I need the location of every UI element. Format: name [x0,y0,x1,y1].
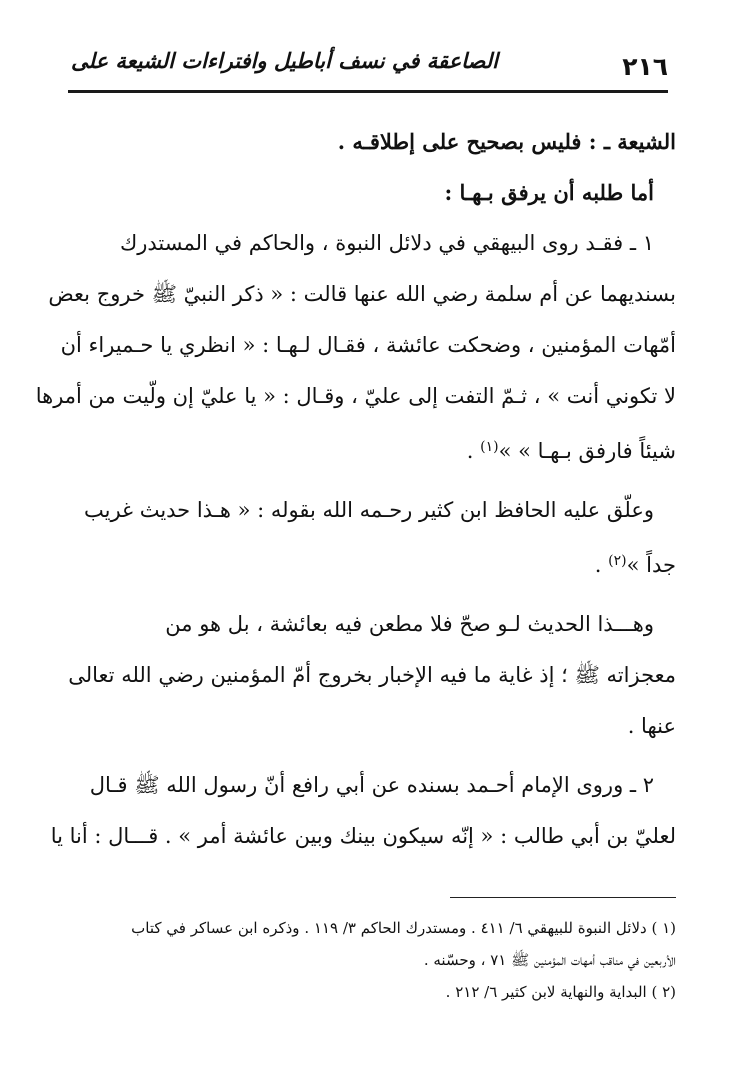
text-line: وعلّق عليه الحافظ ابن كثير رحـمه الله بقوله : « هـذا حديث غريب [83,498,654,522]
text-line: عنها . [627,714,676,738]
paragraph-gap [58,591,676,599]
footnote-line: (٢ ) البداية والنهاية لابن كثير ٦/ ٢١٢ . [445,983,676,1001]
text-line: الشيعة ـ : فليس بصحيح على إطلاقـه . [337,129,676,154]
text-line: أمّهات المؤمنين ، وضحكت عائشة ، فقـال لـهـا : « انظري يا حـميراء أن [60,333,676,357]
footnote-ref-1: (١) [480,439,499,455]
footnote-divider [450,897,676,898]
footnote-ref-2: (٢) [608,553,627,569]
text-line: وهـــذا الحديث لـو صحّ فلا مطعن فيه بعائشة ، بل هو من [165,612,654,636]
page-number: ٢١٦ [622,52,668,81]
main-text [35,116,676,862]
text-line: معجزاته ﷺ ؛ إذ غاية ما فيه الإخبار بخروج أمّ المؤمنين رضي الله تعالى [68,663,676,687]
paragraph-gap [58,752,676,760]
footnote-line: الأربعين في مناقب أمهات المؤمنين ﷺ ٧١ ، وحسّنه . [423,951,676,969]
footnote-line: (١ ) دلائل النبوة للبيهقي ٦/ ٤١١ . ومستدرك الحاكم ٣/ ١١٩ . وذكره ابن عساكر في كتاب [131,919,676,937]
text-line-with-ref: شيئاً فارفق بـهـا » »$^{(١)}$ . [466,439,676,463]
running-title: الصاعقة في نسف أباطيل وافتراءات الشيعة على [71,48,498,73]
section-heading: أما طلبه أن يرفق بـهـا : [444,180,654,205]
footnotes [58,912,676,1008]
text-fragment: شيئاً فارفق بـهـا » » [498,439,676,463]
page-header [68,44,668,93]
text-line: لا تكوني أنت » ، ثـمّ التفت إلى عليّ ، وقـال : « يا عليّ إن ولّيت من أمرها [35,384,676,408]
text-line: بسنديهما عن أم سلمة رضي الله عنها قالت : « ذكر النبيّ ﷺ خروج بعض [48,282,676,306]
text-line: لعليّ بن أبي طالب : « إنّه سيكون بينك وبين عائشة أمر » . قـــال : أنا يا [50,824,676,848]
text-line: ١ ـ فقـد روى البيهقي في دلائل النبوة ، والحاكم في المستدرك [119,231,654,255]
text-fragment: جداً » [626,553,676,577]
text-line: ٢ ـ وروى الإمام أحـمد بسنده عن أبي رافع أنّ رسول الله ﷺ قـال [89,773,654,797]
text-line-with-ref: جداً »$^{(٢)}$ . [594,553,676,577]
paragraph-gap [58,477,676,485]
